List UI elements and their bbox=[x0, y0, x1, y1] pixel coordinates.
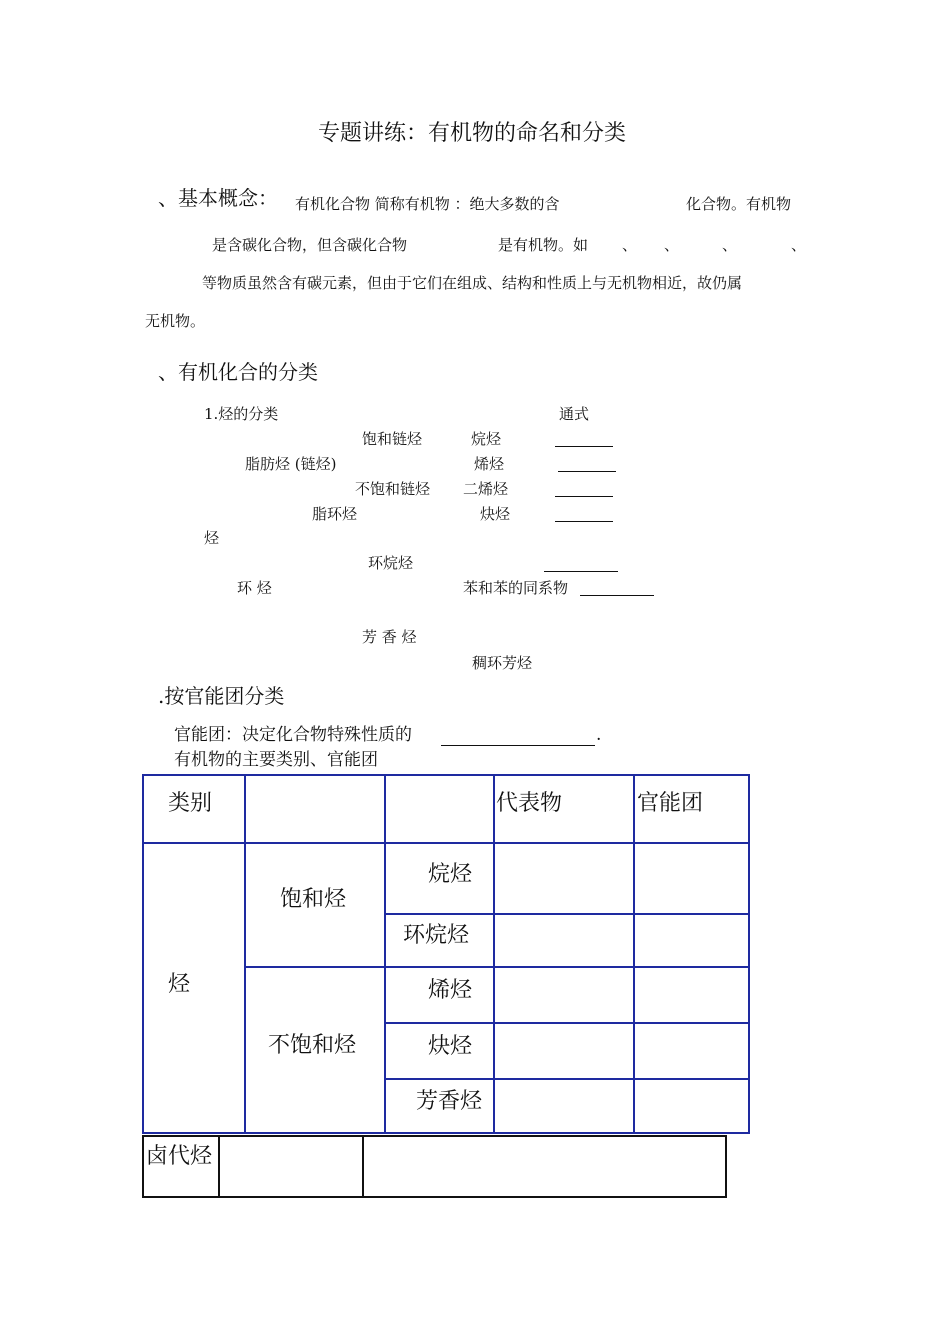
separator: 、 bbox=[622, 236, 638, 254]
cell-aromatic: 芳香烃 bbox=[416, 1089, 483, 1114]
line1-text-end: 化合物。有机物 bbox=[686, 195, 792, 213]
cell-alkane: 烷烃 bbox=[428, 862, 473, 887]
formula-header: 通式 bbox=[559, 405, 590, 423]
blank-line bbox=[555, 446, 613, 447]
label-fused: 稠环芳烃 bbox=[472, 654, 533, 672]
line1-text: 有机化合物 简称有机物 ：绝大多数的含 bbox=[295, 195, 560, 213]
definition-end: . bbox=[596, 725, 602, 745]
definition-text: 官能团：决定化合物特殊性质的 bbox=[174, 725, 412, 745]
label-aliphatic: 脂肪烃 (链烃) bbox=[245, 455, 337, 473]
header-functional-group: 官能团 bbox=[637, 791, 704, 816]
label-benzene: 苯和苯的同系物 bbox=[463, 579, 569, 597]
label-aromatic: 芳 香 烃 bbox=[362, 628, 417, 646]
page-title: 专题讲练：有机物的命名和分类 bbox=[318, 121, 627, 146]
label-saturated-chain: 饱和链烃 bbox=[362, 430, 423, 448]
blank-line bbox=[558, 471, 616, 472]
blank-line bbox=[555, 496, 613, 497]
label-cycloalkane: 环烷烃 bbox=[368, 554, 414, 572]
blank-line bbox=[555, 521, 613, 522]
header-category: 类别 bbox=[168, 791, 213, 816]
section-heading-classification: 、有机化合的分类 bbox=[158, 360, 318, 384]
line2-text: 是含碳化合物，但含碳化合物 bbox=[212, 236, 408, 254]
section-heading-functional-group: .按官能团分类 bbox=[158, 684, 285, 708]
cell-alkyne: 炔烃 bbox=[428, 1034, 473, 1059]
label-unsaturated-chain: 不饱和链烃 bbox=[355, 480, 431, 498]
line3-text: 等物质虽然含有碳元素，但由于它们在组成、结构和性质上与无机物相近，故仍属 bbox=[202, 274, 743, 292]
blank-line bbox=[580, 595, 654, 596]
cell-hydrocarbon: 烃 bbox=[168, 972, 191, 997]
blank-line bbox=[441, 745, 595, 746]
cell-saturated: 饱和烃 bbox=[280, 887, 347, 912]
label-alkyne: 炔烃 bbox=[480, 505, 511, 523]
separator: 、 bbox=[722, 236, 738, 254]
separator: 、 bbox=[664, 236, 680, 254]
section-heading-basic-concepts: 、基本概念： bbox=[158, 186, 278, 210]
line4-text: 无机物。 bbox=[145, 312, 206, 330]
label-alkene: 烯烃 bbox=[474, 455, 505, 473]
separator: 、 bbox=[791, 236, 807, 254]
subsection-title: 1.烃的分类 bbox=[204, 405, 279, 423]
label-cyclic: 环 烃 bbox=[237, 579, 272, 597]
cell-alkene: 烯烃 bbox=[428, 978, 473, 1003]
cell-halide: 卤代烃 bbox=[146, 1144, 213, 1169]
cell-cycloalkane: 环烷烃 bbox=[403, 923, 470, 948]
cell-unsaturated: 不饱和烃 bbox=[268, 1033, 357, 1058]
label-alicyclic: 脂环烃 bbox=[312, 505, 358, 523]
label-hydrocarbon: 烃 bbox=[204, 529, 220, 547]
line2-text-example: 是有机物。如 bbox=[498, 236, 589, 254]
label-alkane: 烷烃 bbox=[471, 430, 502, 448]
blank-line bbox=[544, 571, 618, 572]
table-caption: 有机物的主要类别、官能团 bbox=[174, 750, 378, 770]
header-representative: 代表物 bbox=[496, 791, 563, 816]
label-diene: 二烯烃 bbox=[463, 480, 509, 498]
